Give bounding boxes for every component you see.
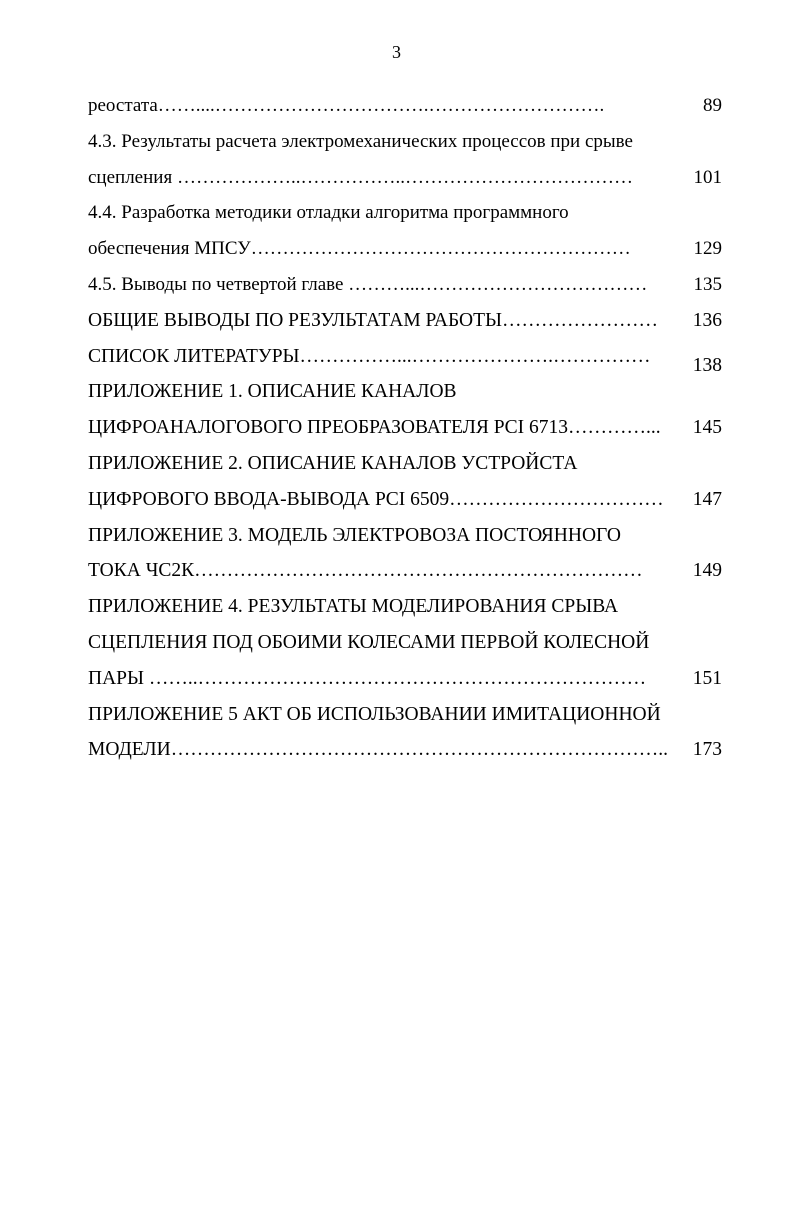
toc-page-number: 135	[693, 273, 722, 295]
toc-entry-text: ТОКА ЧС2К……………………………………………………………	[88, 560, 643, 582]
toc-entry-text: ПРИЛОЖЕНИЕ 2. ОПИСАНИЕ КАНАЛОВ УСТРОЙСТА	[88, 452, 578, 474]
toc-entry-text: ПРИЛОЖЕНИЕ 5 АКТ ОБ ИСПОЛЬЗОВАНИИ ИМИТАЦИОННОЙ	[88, 703, 661, 725]
toc-line	[88, 701, 722, 737]
toc-page-number: 101	[693, 166, 722, 188]
toc-line	[88, 593, 722, 629]
toc-entry-text: МОДЕЛИ…………………………………………………………………..	[88, 739, 668, 761]
toc-line	[88, 307, 722, 343]
toc-page-number: 136	[692, 309, 722, 331]
toc-line	[88, 164, 722, 200]
toc-entry-text: СЦЕПЛЕНИЯ ПОД ОБОИМИ КОЛЕСАМИ ПЕРВОЙ КОЛЕСНОЙ	[88, 631, 650, 653]
toc-page-number: 89	[703, 95, 722, 116]
toc-line	[88, 235, 722, 271]
toc-entry-text: ПРИЛОЖЕНИЕ 1. ОПИСАНИЕ КАНАЛОВ	[88, 381, 457, 403]
toc-line	[88, 92, 722, 128]
toc-entry-text: ЦИФРОВОГО ВВОДА-ВЫВОДА PCI 6509……………………………	[88, 488, 664, 510]
toc-line	[88, 343, 722, 379]
page-number: 3	[392, 42, 401, 62]
toc-page-number: 151	[692, 667, 722, 689]
toc-page-number: 149	[692, 560, 722, 582]
toc-line	[88, 736, 722, 772]
toc-entry-text: ПАРЫ ……..……………………………………………………………	[88, 667, 647, 689]
toc-entry-text: ПРИЛОЖЕНИЕ 4. РЕЗУЛЬТАТЫ МОДЕЛИРОВАНИЯ СРЫВА	[88, 596, 619, 618]
toc-page-number: 145	[692, 417, 722, 439]
toc-line	[88, 414, 722, 450]
toc-entry-text: обеспечения МПСУ……………………………………………………	[88, 238, 631, 260]
toc-line	[88, 199, 722, 235]
toc-line	[88, 450, 722, 486]
toc-page-number: 173	[692, 739, 722, 761]
toc-page-number: 129	[693, 238, 722, 260]
toc-entry-text: 4.5. Выводы по четвертой главе ………...………………………………	[88, 273, 648, 295]
toc-line	[88, 629, 722, 665]
toc-line	[88, 378, 722, 414]
toc-page-number: 147	[692, 488, 722, 510]
toc-entry-text: СПИСОК ЛИТЕРАТУРЫ……………...………………….……………	[88, 345, 651, 367]
toc-line	[88, 557, 722, 593]
toc-entry-text: ОБЩИЕ ВЫВОДЫ ПО РЕЗУЛЬТАТАМ РАБОТЫ……………………	[88, 309, 659, 331]
toc-entry-text: ЦИФРОАНАЛОГОВОГО ПРЕОБРАЗОВАТЕЛЯ PCI 6713…………...	[88, 417, 661, 439]
toc-line	[88, 271, 722, 307]
toc-entry-text: 4.4. Разработка методики отладки алгоритма программного	[88, 202, 569, 224]
toc-line	[88, 486, 722, 522]
toc-line	[88, 665, 722, 701]
table-of-contents	[88, 92, 722, 772]
toc-entry-text: ПРИЛОЖЕНИЕ 3. МОДЕЛЬ ЭЛЕКТРОВОЗА ПОСТОЯННОГО	[88, 524, 621, 546]
toc-entry-text: сцепления ………………..……………..………………………………	[88, 166, 633, 188]
toc-line	[88, 522, 722, 558]
toc-entry-text: реостата……....…………………………….……………………….	[88, 95, 605, 116]
toc-line	[88, 128, 722, 164]
toc-page-number: 138	[692, 354, 722, 376]
toc-entry-text: 4.3. Результаты расчета электромеханических процессов при срыве	[88, 130, 633, 152]
